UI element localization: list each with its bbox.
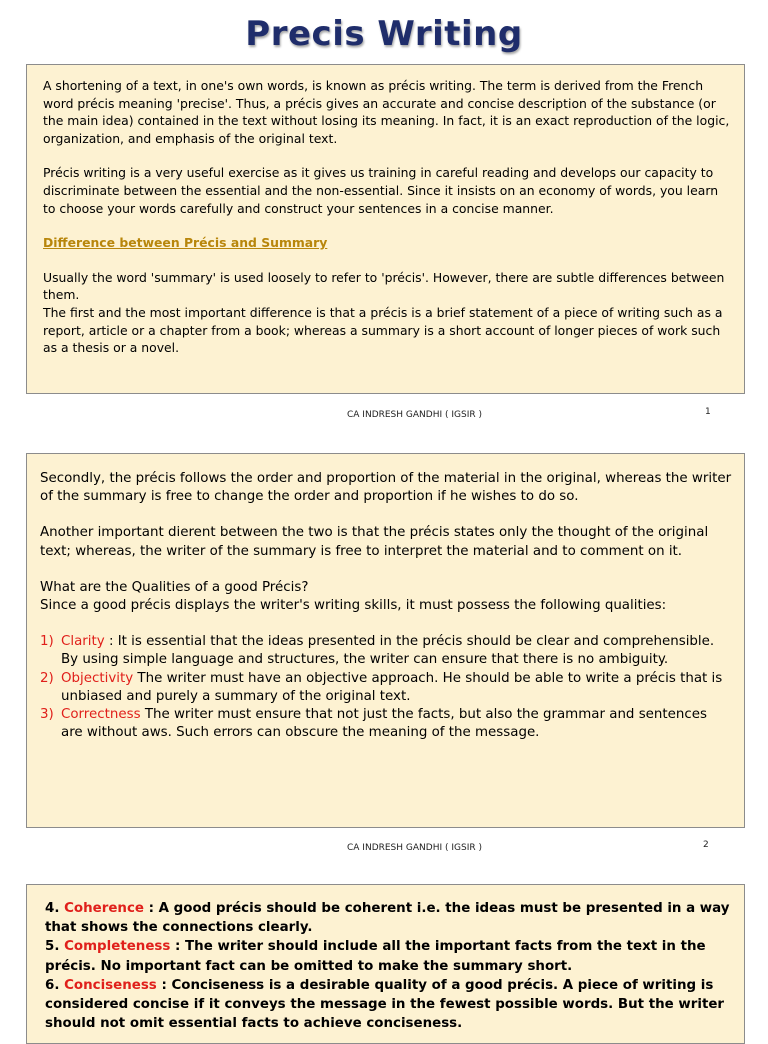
slide-2	[26, 453, 745, 828]
quality-text: : Conciseness is a desirable quality of a good précis. A piece of writing is considered concise if it conveys the message in the fewest possible words. But the writer should not omit essential facts to achieve conciseness.	[45, 977, 725, 1032]
quality-term: Coherence	[64, 901, 144, 916]
paragraph: Précis writing is a very useful exercise as it gives us training in careful reading and develops our capacity to discriminate between the essential and the non-essential. Since it insists on an economy of words, you learn to choose your words carefully and construct your sentences in a concise manner.	[43, 165, 719, 216]
list-item	[40, 706, 732, 742]
list-item	[45, 976, 734, 1034]
list-item	[40, 633, 732, 669]
list-number: 3)	[40, 707, 54, 723]
page-title: Precis Writing	[245, 14, 523, 54]
list-item	[45, 899, 734, 937]
quality-term: Conciseness	[64, 977, 157, 993]
list-number: 2)	[40, 670, 54, 686]
paragraph: Another important dierent between the two is that the précis states only the thought of the original text; whereas, the writer of the summary is free to interpret the material and to comment on it.	[40, 525, 709, 559]
quality-text: : The writer should include all the important facts from the text in the précis. No important fact can be omitted to make the summary short.	[45, 939, 706, 974]
footer-author: CA INDRESH GANDHI ( IGSIR )	[347, 410, 482, 420]
quality-term: Correctness	[61, 707, 141, 723]
quality-term: Objectivity	[61, 670, 134, 686]
paragraph: Secondly, the précis follows the order and proportion of the material in the original, whereas the writer of the summary is free to change the order and proportion if he wishes to do so.	[40, 471, 732, 505]
section-subheading: Difference between Précis and Summary	[43, 235, 328, 251]
list-number: 4.	[45, 901, 60, 916]
paragraph: Usually the word 'summary' is used loosely to refer to 'précis'. However, there are subtle differences between them.	[43, 269, 725, 303]
paragraph: The first and the most important difference is that a précis is a brief statement of a piece of writing such as a report, article or a chapter from a book; whereas a summary is a short account of longer pieces of work such as a thesis or a novel.	[43, 304, 723, 356]
page-number: 2	[703, 840, 709, 850]
quality-term: Clarity	[61, 634, 105, 650]
list-number: 1)	[40, 634, 54, 650]
quality-text: The writer must ensure that not just the facts, but also the grammar and sentences are without aws. Such errors can obscure the meaning of the message.	[61, 707, 707, 741]
footer-author: CA INDRESH GANDHI ( IGSIR )	[347, 843, 482, 853]
quality-text: : It is essential that the ideas presented in the précis should be clear and comprehensible. By using simple language and structures, the writer can ensure that there is no ambiguity.	[61, 634, 715, 668]
slide-3	[26, 884, 745, 1044]
page-number: 1	[705, 407, 711, 417]
quality-term: Completeness	[64, 939, 171, 955]
quality-text: : A good précis should be coherent i.e. the ideas must be presented in a way that shows the connections clearly.	[45, 901, 730, 936]
paragraph: Since a good précis displays the writer's writing skills, it must possess the following qualities:	[40, 598, 667, 614]
quality-text: The writer must have an objective approach. He should be able to write a précis that is unbiased and purely a summary of the original text.	[61, 670, 723, 704]
paragraph: A shortening of a text, in one's own words, is known as précis writing. The term is derived from the French word précis meaning 'precise'. Thus, a précis gives an accurate and concise description of the substance (or the main idea) contained in the text without losing its meaning. In fact, it is an exact reproduction of the logic, organization, and emphasis of the original text.	[43, 78, 730, 146]
list-number: 5.	[45, 939, 60, 955]
slide-1	[26, 64, 745, 394]
list-item	[45, 937, 734, 975]
question-heading: What are the Qualities of a good Précis?	[40, 579, 309, 595]
list-number: 6.	[45, 977, 60, 993]
list-item	[40, 670, 732, 706]
